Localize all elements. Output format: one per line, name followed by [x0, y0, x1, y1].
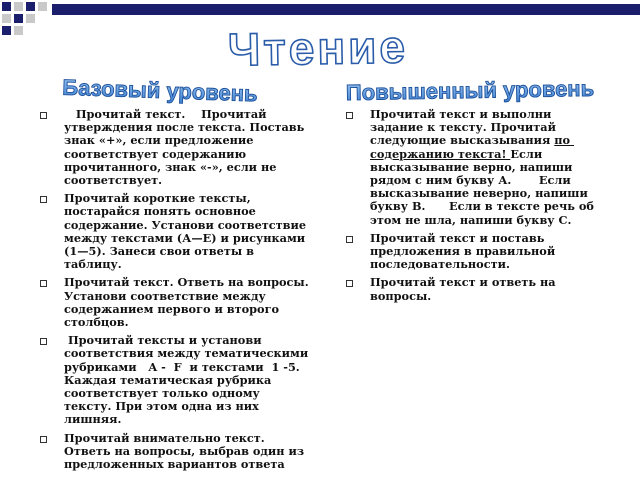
list-item — [346, 108, 600, 227]
list-item-text: Прочитай текст и выполни задание к тексту. Прочитай следующие высказывания — [370, 107, 560, 148]
list-item-text: Прочитай текст и поставь предложения в правильной последовательности. — [370, 230, 556, 272]
underlined-phrase: по содержанию текста! — [370, 133, 575, 161]
bullet-icon — [40, 280, 47, 287]
decor-square — [2, 2, 11, 11]
bullet-icon — [346, 236, 353, 243]
top-bar — [52, 4, 640, 15]
list-item — [40, 192, 310, 271]
list-item-text: Прочитай текст и ответь на вопросы. — [370, 275, 556, 303]
page-title: Чтение — [227, 20, 409, 76]
bullet-icon — [346, 112, 353, 119]
list-item-text: Прочитай короткие тексты, постарайся понять основное содержание. Установи соответствие между текстами (А—Е) и рисунками (1—5). Занеси свои ответы в таблицу. — [64, 191, 307, 272]
decor-square — [26, 2, 35, 11]
bullet-icon — [40, 196, 47, 203]
list-item-text: Прочитай тексты и установи соответствия между тематическими рубриками A - F и текстами 1 -5. Каждая тематическая рубрика соответствует только одному тексту. При этом одна из них лишняя. — [64, 333, 313, 427]
advanced-level-column — [346, 108, 600, 308]
title-area — [0, 20, 640, 108]
list-item-text: Прочитай текст. Прочитай утверждения после текста. Поставь знак «+», если предложение соответствует содержанию прочитанного, знак «-», если не соответствует. — [64, 107, 313, 188]
list-item-text: Если высказывание верно, напиши рядом с ним букву А. Если высказывание неверно, напиши букву В. Если в тексте речь об этом не шла, напиши букву С. — [370, 146, 598, 227]
list-item — [40, 432, 310, 472]
list-item — [346, 232, 600, 272]
bullet-icon — [40, 436, 47, 443]
list-item-text: Прочитай внимательно текст. Ответь на вопросы, выбрав один из предложенных вариантов ответа — [64, 430, 305, 472]
bullet-icon — [40, 112, 47, 119]
list-item — [40, 107, 313, 188]
basic-level-header: Базовый уровень — [62, 74, 258, 107]
list-item-text: Прочитай текст. Ответь на вопросы. Установи соответствие между содержанием первого и второго столбцов. — [64, 275, 309, 330]
bullet-icon — [346, 280, 353, 287]
basic-level-column — [40, 107, 313, 476]
list-item — [40, 276, 310, 329]
advanced-level-header: Повышенный уровень — [345, 75, 595, 106]
list-item — [346, 276, 600, 302]
decor-square — [38, 2, 47, 11]
list-item — [40, 333, 313, 427]
bullet-icon — [40, 338, 47, 345]
decor-square — [14, 2, 23, 11]
